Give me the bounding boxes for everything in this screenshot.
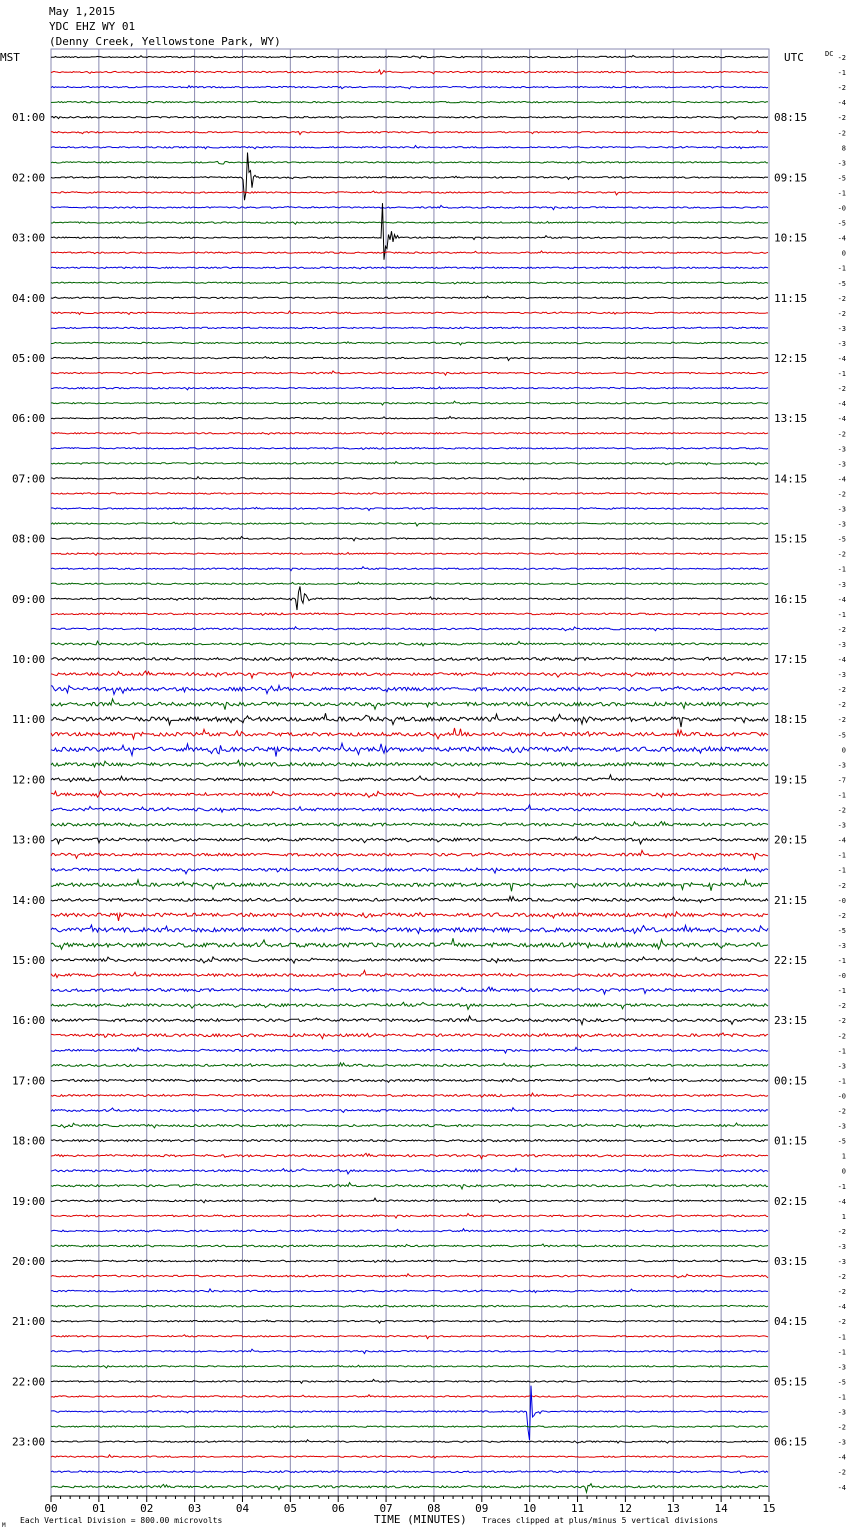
trace-48 bbox=[51, 775, 768, 782]
header-date: May 1,2015 bbox=[49, 5, 116, 18]
x-tick-label: 06 bbox=[331, 1502, 345, 1515]
right-hour-label: 04:15 bbox=[774, 1315, 808, 1329]
dc-offset-label: -7 bbox=[837, 776, 846, 785]
dc-offset-label: -4 bbox=[837, 355, 846, 363]
x-tick-label: 01 bbox=[92, 1502, 106, 1515]
trace-21 bbox=[51, 371, 768, 375]
dc-offset-label: -2 bbox=[837, 1273, 846, 1282]
trace-9 bbox=[51, 191, 768, 195]
trace-13 bbox=[51, 251, 768, 254]
dc-offset-label: -1 bbox=[837, 1348, 846, 1357]
dc-offset-label: -2 bbox=[837, 686, 846, 695]
trace-39 bbox=[51, 641, 768, 646]
dc-offset-label: -3 bbox=[837, 821, 846, 830]
trace-44 bbox=[51, 713, 768, 727]
trace-80 bbox=[51, 1260, 768, 1262]
dc-offset-label: -4 bbox=[837, 1483, 846, 1492]
dc-offset-label: -4 bbox=[837, 415, 846, 424]
left-hour-labels bbox=[12, 111, 45, 1448]
trace-46 bbox=[51, 743, 768, 756]
dc-offset-label: -2 bbox=[837, 309, 846, 318]
dc-offset-label: -1 bbox=[837, 866, 846, 875]
trace-76 bbox=[51, 1198, 768, 1203]
trace-33 bbox=[51, 553, 768, 556]
dc-offset-label: -3 bbox=[837, 1122, 846, 1131]
dc-offset-label: -5 bbox=[837, 1378, 846, 1387]
trace-38 bbox=[51, 627, 768, 631]
dc-offset-label: -2 bbox=[837, 1288, 846, 1297]
dc-offset-label: -2 bbox=[837, 806, 846, 815]
x-tick-label: 13 bbox=[666, 1502, 680, 1515]
grid-lines bbox=[51, 49, 769, 1496]
trace-72 bbox=[51, 1140, 768, 1142]
left-hour-label: 23:00 bbox=[12, 1435, 46, 1449]
trace-27 bbox=[51, 462, 768, 465]
dc-offset-label: 1 bbox=[841, 1212, 846, 1221]
right-hour-label: 03:15 bbox=[774, 1255, 808, 1268]
dc-offset-label: -1 bbox=[837, 957, 846, 965]
dc-offset-label: -4 bbox=[837, 1303, 846, 1312]
dc-offset-label: -3 bbox=[837, 671, 846, 680]
right-hour-label: 18:15 bbox=[774, 713, 808, 727]
right-hour-label: 02:15 bbox=[774, 1194, 808, 1208]
dc-offset-label: -4 bbox=[837, 836, 846, 845]
trace-79 bbox=[51, 1244, 768, 1248]
trace-68 bbox=[51, 1078, 768, 1082]
trace-10 bbox=[51, 205, 768, 209]
dc-offset-label: -0 bbox=[837, 896, 846, 905]
left-hour-label: 11:00 bbox=[12, 713, 46, 727]
trace-29 bbox=[51, 493, 768, 494]
trace-49 bbox=[51, 791, 768, 798]
header-location: (Denny Creek, Yellowstone Park, WY) bbox=[49, 35, 281, 48]
dc-offset-label: -5 bbox=[837, 219, 846, 228]
dc-offset-label: -1 bbox=[837, 1077, 846, 1086]
trace-81 bbox=[51, 1274, 768, 1278]
right-hour-label: 16:15 bbox=[774, 592, 808, 606]
trace-83 bbox=[51, 1305, 768, 1307]
dc-offset-label: 1 bbox=[841, 1152, 846, 1161]
right-hour-label: 08:15 bbox=[774, 111, 808, 125]
trace-15 bbox=[51, 282, 768, 284]
left-hour-label: 06:00 bbox=[12, 412, 46, 426]
dc-offset-label: -3 bbox=[837, 460, 846, 469]
left-hour-label: 04:00 bbox=[12, 291, 46, 305]
dc-offset-label: -4 bbox=[837, 1197, 846, 1206]
dc-offset-label: -4 bbox=[837, 99, 846, 108]
trace-36 bbox=[51, 586, 768, 610]
trace-12 bbox=[51, 203, 768, 260]
left-hour-label: 10:00 bbox=[12, 653, 46, 666]
traces bbox=[51, 55, 768, 1492]
trace-26 bbox=[51, 448, 768, 450]
dc-offset-label: 0 bbox=[841, 1167, 846, 1176]
right-hour-label: 15:15 bbox=[774, 532, 808, 546]
trace-50 bbox=[51, 805, 768, 812]
dc-offset-label: -1 bbox=[837, 565, 846, 574]
dc-offset-label: -2 bbox=[837, 430, 846, 439]
right-hour-label: 14:15 bbox=[774, 472, 808, 486]
trace-93 bbox=[51, 1455, 768, 1458]
right-hour-label: 05:15 bbox=[774, 1375, 808, 1389]
trace-24 bbox=[51, 416, 768, 419]
trace-5 bbox=[51, 131, 768, 135]
left-timezone-label: MST bbox=[0, 51, 20, 64]
dc-offset-label: -2 bbox=[837, 625, 846, 634]
trace-90 bbox=[51, 1386, 768, 1440]
dc-offset-label: -4 bbox=[837, 1453, 846, 1462]
left-hour-label: 18:00 bbox=[12, 1134, 46, 1148]
trace-20 bbox=[51, 357, 768, 361]
trace-87 bbox=[51, 1365, 768, 1368]
dc-offset-label: -4 bbox=[837, 595, 846, 604]
dc-offset-label: -1 bbox=[837, 264, 846, 273]
x-tick-label: 09 bbox=[475, 1502, 489, 1515]
left-hour-label: 21:00 bbox=[12, 1315, 46, 1329]
trace-92 bbox=[51, 1440, 768, 1443]
dc-offset-label: -2 bbox=[837, 54, 846, 62]
trace-66 bbox=[51, 1047, 768, 1053]
dc-offset-label: -1 bbox=[837, 1047, 846, 1056]
right-hour-labels bbox=[774, 111, 807, 1448]
right-hour-label: 20:15 bbox=[774, 833, 808, 847]
left-hour-label: 03:00 bbox=[12, 231, 46, 245]
trace-45 bbox=[51, 728, 768, 739]
trace-61 bbox=[51, 970, 768, 977]
dc-offset-label: -3 bbox=[837, 761, 846, 770]
trace-91 bbox=[51, 1426, 768, 1428]
trace-6 bbox=[51, 146, 768, 149]
trace-65 bbox=[51, 1033, 768, 1039]
right-hour-label: 00:15 bbox=[774, 1074, 808, 1088]
trace-2 bbox=[51, 86, 768, 89]
left-hour-label: 08:00 bbox=[12, 532, 46, 546]
dc-offset-label: 0 bbox=[841, 249, 846, 258]
left-hour-label: 07:00 bbox=[12, 472, 46, 486]
x-tick-label: 10 bbox=[523, 1502, 537, 1515]
trace-73 bbox=[51, 1153, 768, 1158]
left-hour-label: 02:00 bbox=[12, 171, 46, 185]
trace-14 bbox=[51, 267, 768, 269]
trace-54 bbox=[51, 868, 768, 874]
trace-32 bbox=[51, 537, 768, 541]
right-hour-label: 23:15 bbox=[774, 1014, 808, 1028]
dc-offset-label: -2 bbox=[837, 1468, 846, 1477]
dc-offset-label: -4 bbox=[837, 234, 846, 243]
trace-34 bbox=[51, 567, 768, 571]
dc-offset-label: -5 bbox=[837, 279, 846, 288]
left-hour-label: 20:00 bbox=[12, 1255, 46, 1268]
left-hour-label: 16:00 bbox=[12, 1014, 46, 1028]
left-hour-label: 17:00 bbox=[12, 1074, 46, 1088]
dc-offset-label: -3 bbox=[837, 1438, 846, 1447]
x-tick-label: 11 bbox=[570, 1502, 585, 1515]
dc-offset-label: -2 bbox=[837, 385, 846, 394]
dc-offset-label: -1 bbox=[837, 610, 846, 619]
dc-offset-label: -5 bbox=[837, 731, 846, 740]
dc-offset-label: -2 bbox=[837, 1318, 846, 1327]
left-hour-label: 15:00 bbox=[12, 954, 46, 967]
dc-offset-label: -2 bbox=[837, 716, 846, 725]
dc-offset-label: -5 bbox=[837, 1137, 846, 1146]
dc-offset-label: -2 bbox=[837, 1107, 846, 1116]
trace-71 bbox=[51, 1123, 768, 1128]
right-hour-label: 09:15 bbox=[774, 171, 808, 185]
trace-59 bbox=[51, 938, 768, 949]
trace-56 bbox=[51, 896, 768, 902]
dc-offset-label: -3 bbox=[837, 445, 846, 454]
trace-28 bbox=[51, 477, 768, 480]
trace-19 bbox=[51, 342, 768, 345]
dc-offset-label: -3 bbox=[837, 339, 846, 348]
dc-offset-label: -2 bbox=[837, 114, 846, 123]
dc-offset-label: -3 bbox=[837, 580, 846, 589]
dc-offset-label: -1 bbox=[837, 69, 846, 78]
x-tick-label: 03 bbox=[187, 1502, 202, 1515]
left-hour-label: 12:00 bbox=[12, 773, 46, 787]
corner-mark: M bbox=[2, 1522, 6, 1529]
trace-89 bbox=[51, 1395, 768, 1398]
trace-17 bbox=[51, 311, 768, 314]
dc-offset-label: -2 bbox=[837, 1002, 846, 1011]
dc-offset-label: -2 bbox=[837, 1227, 846, 1236]
dc-offset-label: -4 bbox=[837, 475, 846, 484]
trace-35 bbox=[51, 582, 768, 584]
trace-57 bbox=[51, 912, 768, 921]
x-tick-label: 15 bbox=[762, 1502, 776, 1515]
trace-62 bbox=[51, 987, 768, 994]
trace-0 bbox=[51, 55, 768, 58]
dc-offset-label: -1 bbox=[837, 1182, 846, 1191]
x-tick-label: 05 bbox=[283, 1502, 297, 1515]
dc-offset-label: -3 bbox=[837, 520, 846, 529]
x-tick-label: 04 bbox=[235, 1502, 250, 1515]
right-hour-label: 22:15 bbox=[774, 954, 808, 967]
trace-37 bbox=[51, 613, 768, 615]
x-tick-label: 08 bbox=[427, 1502, 441, 1515]
right-hour-label: 19:15 bbox=[774, 773, 808, 787]
dc-offset-header: DC bbox=[825, 50, 834, 58]
trace-94 bbox=[51, 1471, 768, 1473]
dc-offset-label: -0 bbox=[837, 204, 846, 213]
dc-offset-label: -3 bbox=[837, 1242, 846, 1251]
trace-3 bbox=[51, 101, 768, 103]
left-hour-label: 19:00 bbox=[12, 1194, 46, 1208]
left-hour-label: 14:00 bbox=[12, 893, 46, 907]
dc-offset-label: -2 bbox=[837, 1032, 846, 1041]
clip-note: Traces clipped at plus/minus 5 vertical divisions bbox=[482, 1516, 719, 1525]
scale-note: Each Vertical Division = 800.00 microvolts bbox=[20, 1516, 223, 1525]
trace-55 bbox=[51, 880, 768, 892]
dc-offset-label: -1 bbox=[837, 1393, 846, 1402]
dc-offset-label: -0 bbox=[837, 1092, 846, 1101]
dc-offset-label: -3 bbox=[837, 1062, 846, 1071]
trace-40 bbox=[51, 657, 768, 660]
trace-67 bbox=[51, 1063, 768, 1068]
x-tick-label: 07 bbox=[379, 1502, 393, 1515]
trace-95 bbox=[51, 1484, 768, 1493]
dc-offset-label: -3 bbox=[837, 1408, 846, 1417]
dc-offset-label: -1 bbox=[837, 851, 846, 860]
left-hour-label: 13:00 bbox=[12, 833, 46, 847]
trace-77 bbox=[51, 1214, 768, 1219]
trace-84 bbox=[51, 1320, 768, 1323]
right-hour-label: 17:15 bbox=[774, 653, 808, 666]
trace-47 bbox=[51, 760, 768, 767]
trace-75 bbox=[51, 1183, 768, 1189]
dc-offset-label: -1 bbox=[837, 370, 846, 379]
trace-78 bbox=[51, 1229, 768, 1232]
trace-86 bbox=[51, 1349, 768, 1353]
right-timezone-label: UTC bbox=[784, 51, 804, 64]
trace-25 bbox=[51, 433, 768, 435]
trace-64 bbox=[51, 1016, 768, 1025]
trace-85 bbox=[51, 1335, 768, 1339]
trace-42 bbox=[51, 685, 768, 694]
dc-offset-label: -2 bbox=[837, 129, 846, 138]
dc-offset-label: -2 bbox=[837, 881, 846, 890]
dc-offset-label: -4 bbox=[837, 656, 846, 664]
dc-offset-label: -3 bbox=[837, 324, 846, 333]
header-station: YDC EHZ WY 01 bbox=[49, 20, 136, 33]
trace-1 bbox=[51, 70, 768, 74]
trace-52 bbox=[51, 837, 768, 844]
x-tick-label: 00 bbox=[44, 1502, 58, 1515]
dc-offset-label: -4 bbox=[837, 400, 846, 409]
trace-43 bbox=[51, 699, 768, 710]
left-hour-label: 22:00 bbox=[12, 1375, 46, 1389]
x-tick-label: 02 bbox=[140, 1502, 154, 1515]
dc-offset-label: -3 bbox=[837, 1258, 846, 1266]
dc-offset-label: -1 bbox=[837, 791, 846, 800]
x-tick-label: 12 bbox=[618, 1502, 633, 1515]
dc-offset-label: 8 bbox=[841, 144, 846, 153]
trace-69 bbox=[51, 1093, 768, 1097]
right-hour-label: 21:15 bbox=[774, 893, 808, 907]
trace-88 bbox=[51, 1379, 768, 1383]
trace-4 bbox=[51, 116, 768, 119]
trace-74 bbox=[51, 1169, 768, 1174]
dc-offset-label: -3 bbox=[837, 1363, 846, 1372]
trace-51 bbox=[51, 822, 768, 827]
dc-offset-label: 0 bbox=[841, 746, 846, 755]
trace-63 bbox=[51, 1002, 768, 1009]
x-axis-title: TIME (MINUTES) bbox=[374, 1513, 467, 1526]
dc-offset-label: -3 bbox=[837, 640, 846, 649]
trace-82 bbox=[51, 1289, 768, 1293]
trace-60 bbox=[51, 957, 768, 963]
right-hour-label: 10:15 bbox=[774, 231, 808, 245]
trace-31 bbox=[51, 522, 768, 526]
left-hour-label: 05:00 bbox=[12, 352, 46, 365]
dc-offset-label: -2 bbox=[837, 1017, 846, 1026]
dc-offset-label: -2 bbox=[837, 294, 846, 303]
trace-53 bbox=[51, 850, 768, 859]
dc-offset-label: -1 bbox=[837, 189, 846, 198]
dc-offset-label: -2 bbox=[837, 490, 846, 499]
right-hour-label: 01:15 bbox=[774, 1134, 808, 1148]
dc-offset-label: -5 bbox=[837, 174, 846, 183]
dc-offset-label: -2 bbox=[837, 911, 846, 920]
left-hour-label: 01:00 bbox=[12, 111, 46, 125]
trace-41 bbox=[51, 671, 768, 678]
dc-offset-labels bbox=[838, 54, 846, 1492]
right-hour-label: 11:15 bbox=[774, 291, 808, 305]
trace-11 bbox=[51, 221, 768, 224]
dc-offset-label: -5 bbox=[837, 535, 846, 544]
trace-16 bbox=[51, 296, 768, 299]
trace-23 bbox=[51, 401, 768, 405]
plot-frame bbox=[51, 49, 769, 1496]
trace-30 bbox=[51, 507, 768, 510]
dc-offset-label: -2 bbox=[837, 701, 846, 710]
dc-offset-label: -3 bbox=[837, 941, 846, 950]
trace-22 bbox=[51, 387, 768, 390]
trace-18 bbox=[51, 327, 768, 328]
dc-offset-label: -3 bbox=[837, 159, 846, 168]
right-hour-label: 12:15 bbox=[774, 352, 808, 365]
left-hour-label: 09:00 bbox=[12, 592, 46, 606]
right-hour-label: 06:15 bbox=[774, 1435, 808, 1449]
trace-58 bbox=[51, 925, 768, 934]
right-hour-label: 13:15 bbox=[774, 412, 808, 426]
trace-70 bbox=[51, 1108, 768, 1113]
dc-offset-label: -2 bbox=[837, 1423, 846, 1432]
trace-7 bbox=[51, 161, 768, 164]
dc-offset-label: -1 bbox=[837, 1333, 846, 1342]
dc-offset-label: -2 bbox=[837, 84, 846, 93]
dc-offset-label: -0 bbox=[837, 972, 846, 981]
x-tick-label: 14 bbox=[714, 1502, 728, 1515]
dc-offset-label: -2 bbox=[837, 550, 846, 559]
dc-offset-label: -1 bbox=[837, 987, 846, 996]
dc-offset-label: -3 bbox=[837, 505, 846, 514]
dc-offset-label: -5 bbox=[837, 926, 846, 935]
